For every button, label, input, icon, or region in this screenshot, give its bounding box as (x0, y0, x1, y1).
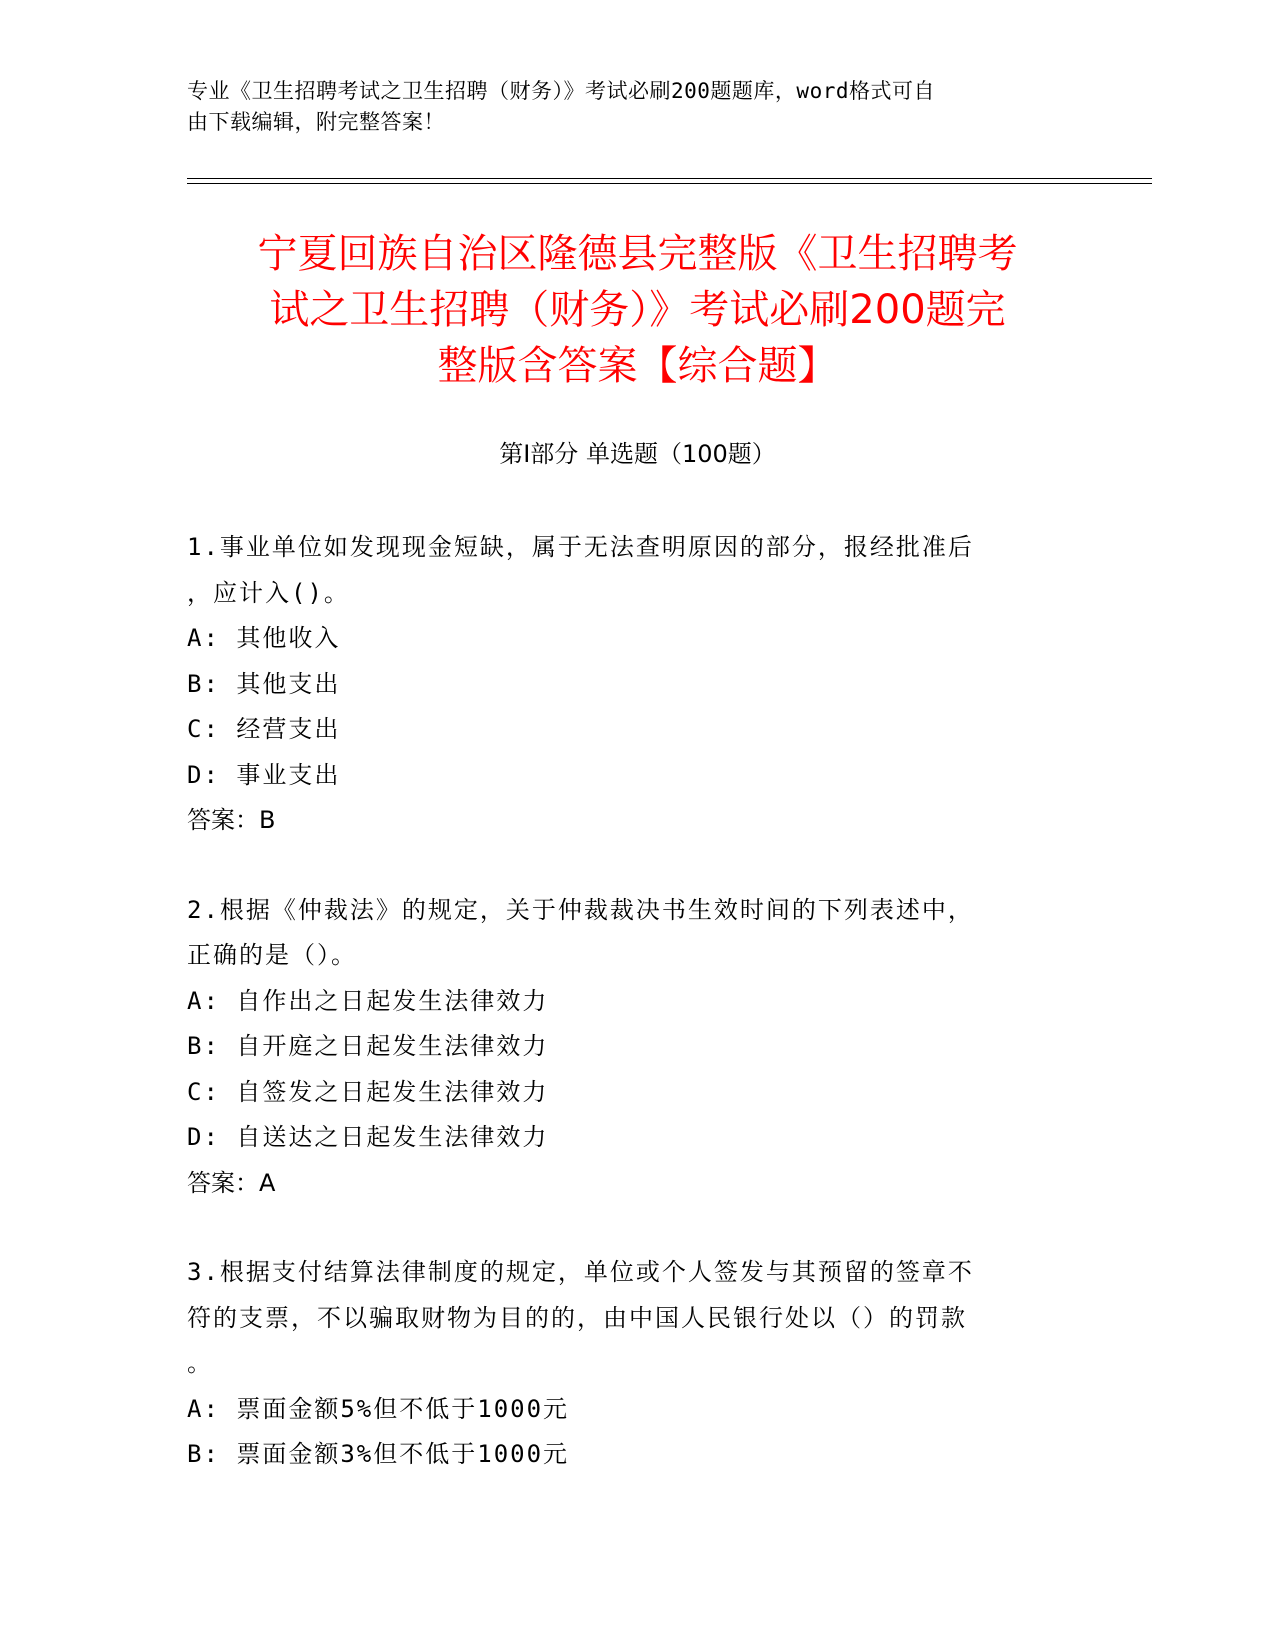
header-note-line-2: 由下载编辑，附完整答案！ (187, 110, 445, 134)
answer: 答案：B (187, 806, 276, 834)
document-title (180, 226, 1095, 394)
header-note (187, 76, 1067, 138)
title-line-2: 试之卫生招聘（财务）》考试必刷200题完 (269, 287, 1006, 333)
question-3 (187, 1250, 1067, 1478)
header-note-line-1: 专业《卫生招聘考试之卫生招聘（财务）》考试必刷200题题库，word格式可自 (187, 79, 935, 103)
title-line-3: 整版含答案【综合题】 (437, 343, 838, 389)
option-a: A: 其他收入 (187, 624, 341, 652)
question-text-line: 符的支票，不以骗取财物为目的的，由中国人民银行处以（）的罚款 (187, 1303, 967, 1332)
option-a: A: 自作出之日起发生法律效力 (187, 986, 549, 1015)
header-divider-thick (187, 178, 1152, 179)
title-line-1: 宁夏回族自治区隆德县完整版《卫生招聘考 (257, 231, 1018, 277)
question-text-line: 1.事业单位如发现现金短缺，属于无法查明原因的部分，报经批准后 (187, 533, 974, 561)
option-c: C: 经营支出 (187, 715, 341, 743)
answer: 答案：A (187, 1168, 276, 1197)
question-text-line: 正确的是（）。 (187, 941, 357, 969)
question-text-line: 2.根据《仲裁法》的规定，关于仲裁裁决书生效时间的下列表述中， (187, 895, 974, 924)
option-d: D: 自送达之日起发生法律效力 (187, 1123, 549, 1151)
question-text-line: 。 (187, 1349, 213, 1377)
option-b: B: 自开庭之日起发生法律效力 (187, 1032, 549, 1060)
option-d: D: 事业支出 (187, 760, 341, 789)
question-1 (187, 525, 1067, 844)
question-text-line: 3.根据支付结算法律制度的规定，单位或个人签发与其预留的签章不 (187, 1258, 974, 1286)
question-2 (187, 888, 1067, 1207)
option-c: C: 自签发之日起发生法律效力 (187, 1077, 549, 1106)
header-divider-thin (187, 183, 1152, 184)
section-title: 第Ⅰ部分 单选题（100题） (499, 440, 776, 468)
question-list (187, 525, 1067, 1522)
option-b: B: 其他支出 (187, 669, 341, 698)
question-text-line: ，应计入()。 (187, 578, 350, 607)
option-b: B: 票面金额3%但不低于1000元 (187, 1440, 570, 1468)
option-a: A: 票面金额5%但不低于1000元 (187, 1394, 570, 1423)
